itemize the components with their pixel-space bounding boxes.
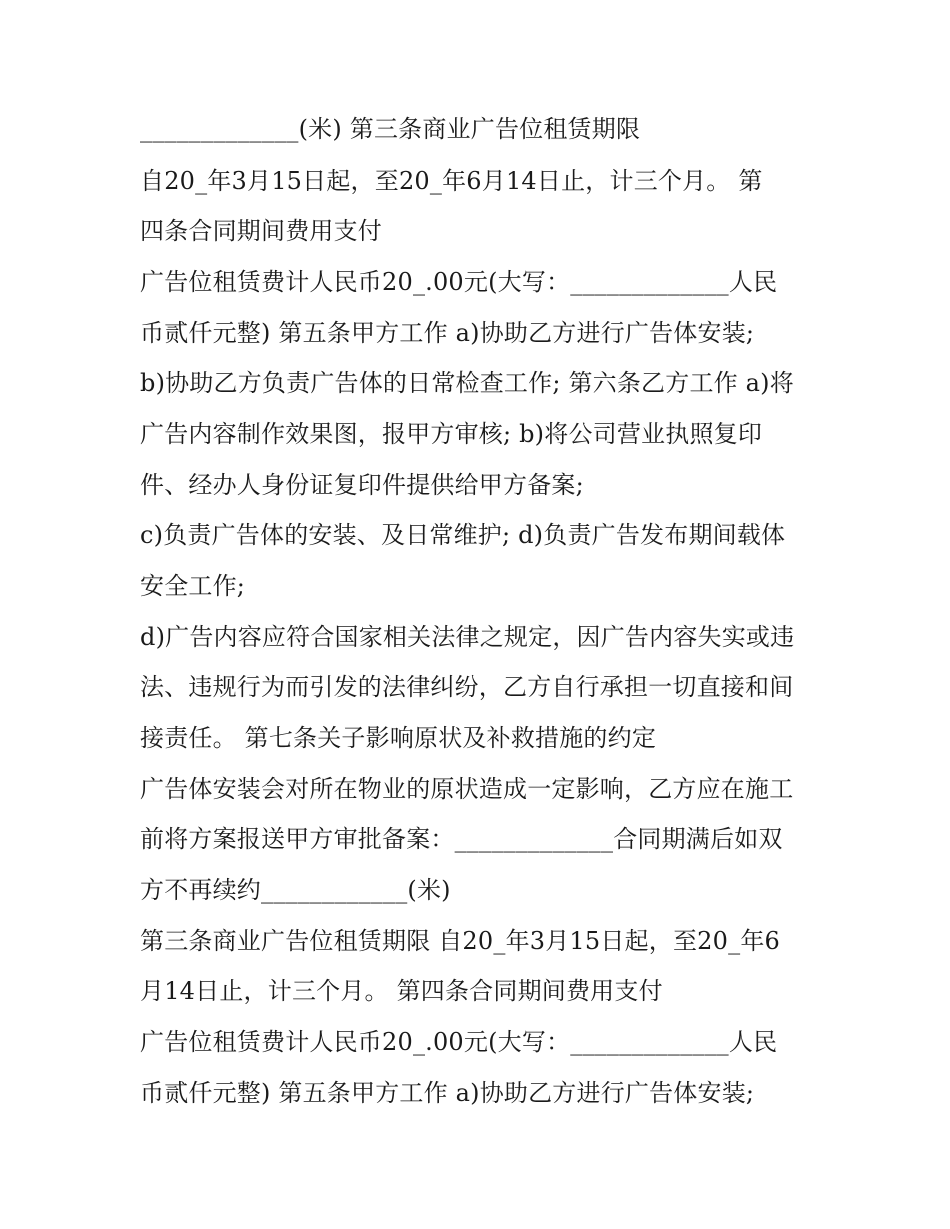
text-line: 月14日止，计三个月。 第四条合同期间费用支付 — [140, 977, 663, 1005]
text-line: d)广告内容应符合国家相关法律之规定，因广告内容失实或违 — [140, 623, 795, 651]
text-line: _____________(米) 第三条商业广告位租赁期限 — [140, 115, 641, 143]
text-line: 四条合同期间费用支付 — [140, 217, 382, 245]
text-line: 方不再续约____________(米) — [140, 876, 451, 904]
text-line: 广告内容制作效果图，报甲方审核; b)将公司营业执照复印 — [140, 420, 763, 448]
text-line: 接责任。 第七条关子影响原状及补救措施的约定 — [140, 724, 657, 752]
text-line: 前将方案报送甲方审批备案：_____________合同期满后如双 — [140, 825, 783, 853]
text-line: 自20_年3月15日起，至20_年6月14日止，计三个月。 第 — [140, 167, 763, 195]
text-line: 广告体安装会对所在物业的原状造成一定影响，乙方应在施工 — [140, 775, 794, 803]
text-line: c)负责广告体的安装、及日常维护; d)负责广告发布期间载体 — [140, 521, 786, 549]
text-line: 安全工作; — [140, 572, 246, 600]
text-line: 广告位租赁费计人民币20_.00元(大写：_____________人民 — [140, 1028, 778, 1056]
text-line: 广告位租赁费计人民币20_.00元(大写：_____________人民 — [140, 268, 778, 296]
text-line: b)协助乙方负责广告体的日常检查工作; 第六条乙方工作 a)将 — [140, 369, 794, 397]
text-line: 件、经办人身份证复印件提供给甲方备案; — [140, 471, 584, 499]
text-line: 币贰仟元整) 第五条甲方工作 a)协助乙方进行广告体安装; — [140, 1079, 755, 1107]
text-line: 法、违规行为而引发的法律纠纷，乙方自行承担一切直接和间 — [140, 673, 794, 701]
text-line: 第三条商业广告位租赁期限 自20_年3月15日起，至20_年6 — [140, 927, 780, 955]
text-line: 币贰仟元整) 第五条甲方工作 a)协助乙方进行广告体安装; — [140, 319, 755, 347]
